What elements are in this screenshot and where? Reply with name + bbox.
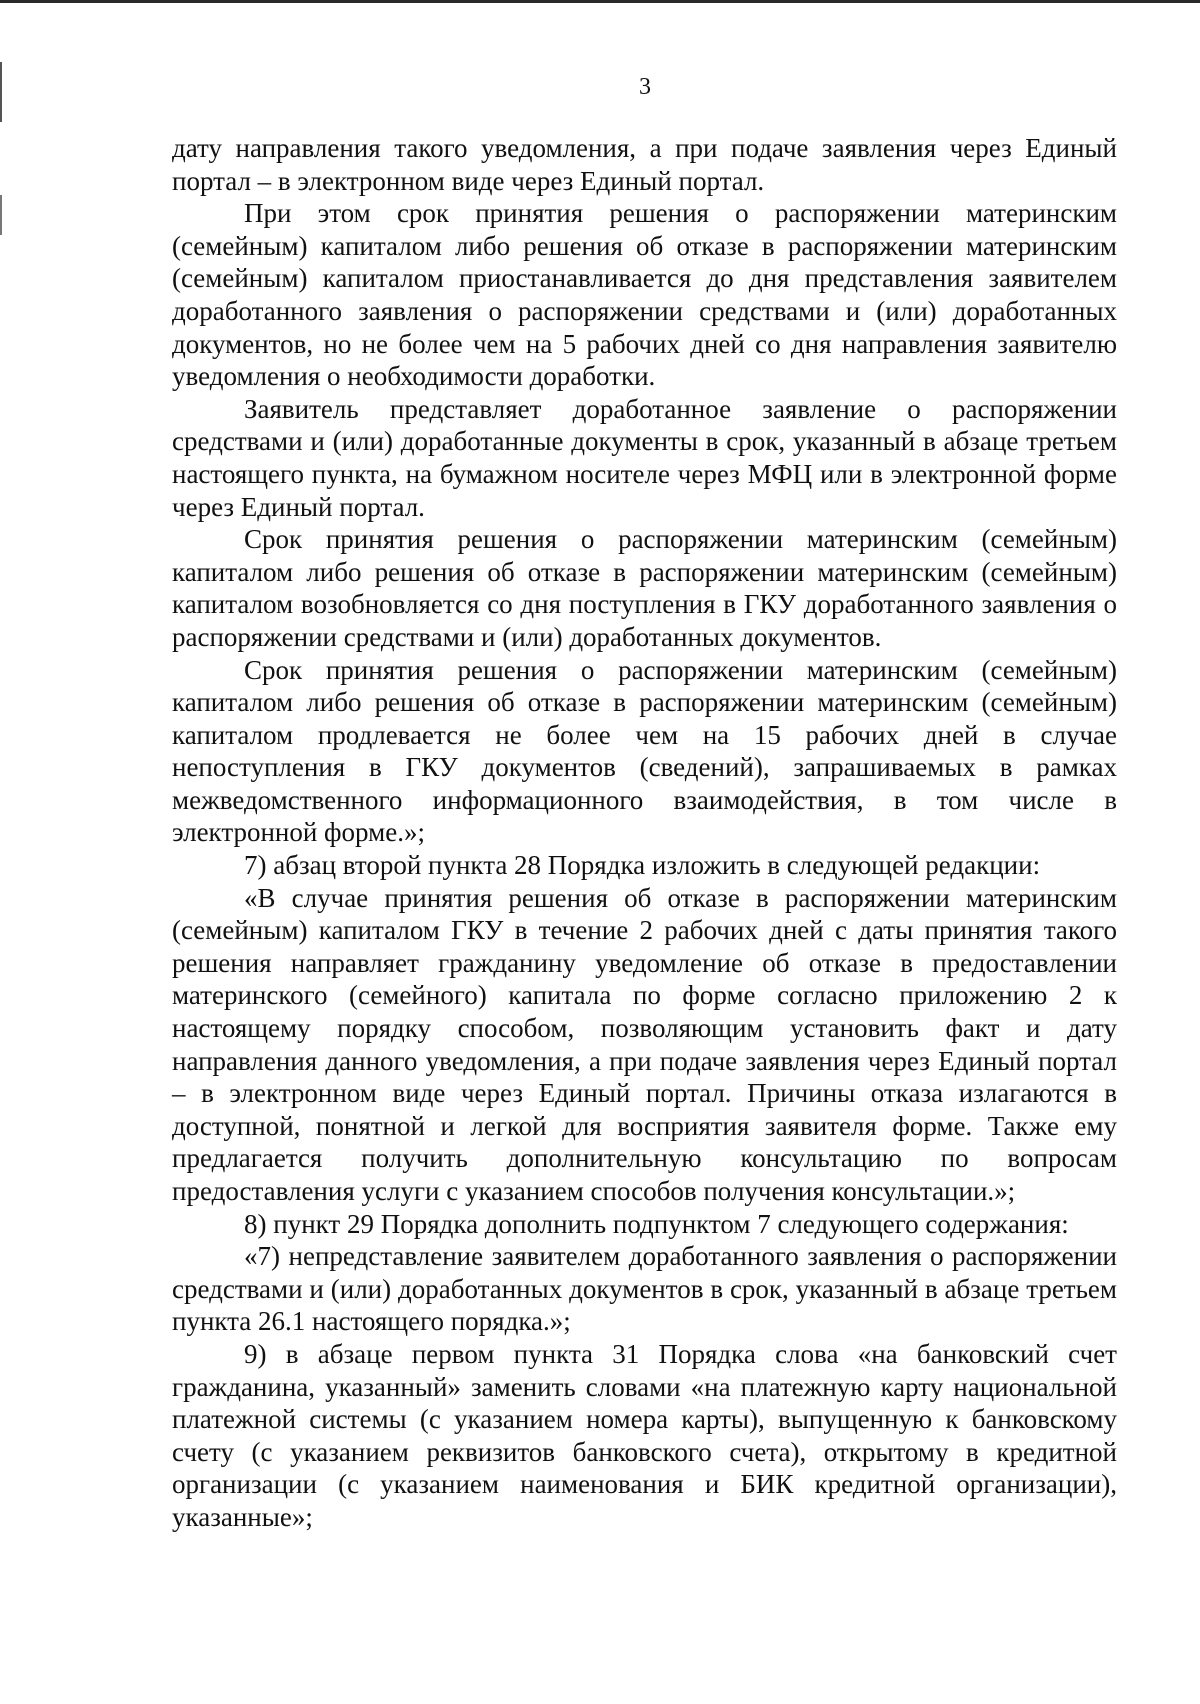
- scan-mark: [0, 195, 2, 235]
- page-number: 3: [639, 74, 651, 100]
- scan-border-top: [0, 0, 1200, 3]
- document-body: [172, 132, 1117, 1534]
- paragraph: При этом срок принятия решения о распоряжении материнским (семейным) капиталом либо решения об отказе в распоряжении материнским (семейным) капиталом приостанавливается до дня представления заявителем доработанного заявления о распоряжении средствами и (или) доработанных документов, но не более чем на 5 рабочих дней со дня направления заявителю уведомления о необходимости доработки.: [172, 198, 1117, 392]
- paragraph: «В случае принятия решения об отказе в распоряжении материнским (семейным) капиталом ГКУ в течение 2 рабочих дней с даты принятия такого решения направляет гражданину уведомление об отказе в предоставлении материнского (семейного) капитала по форме согласно приложению 2 к настоящему порядку способом, позволяющим установить факт и дату направления данного уведомления, а при подаче заявления через Единый портал – в электронном виде через Единый портал. Причины отказа излагаются в доступной, понятной и легкой для восприятия заявителя форме. Также ему предлагается получить дополнительную консультацию по вопросам предоставления услуги с указанием способов получения консультации.»;: [172, 882, 1117, 1206]
- paragraph: 8) пункт 29 Порядка дополнить подпунктом 7 следующего содержания:: [244, 1208, 1069, 1239]
- paragraph: Срок принятия решения о распоряжении материнским (семейным) капиталом либо решения об отказе в распоряжении материнским (семейным) капиталом продлевается не более чем на 15 рабочих дней в случае непоступления в ГКУ документов (сведений), запрашиваемых в рамках межведомственного информационного взаимодействия, в том числе в электронной форме.»;: [172, 654, 1117, 848]
- paragraph: 7) абзац второй пункта 28 Порядка изложить в следующей редакции:: [244, 850, 1041, 881]
- paragraph: Срок принятия решения о распоряжении материнским (семейным) капиталом либо решения об отказе в распоряжении материнским (семейным) капиталом возобновляется со дня поступления в ГКУ доработанного заявления о распоряжении средствами и (или) доработанных документов.: [172, 524, 1117, 652]
- paragraph: «7) непредставление заявителем доработанного заявления о распоряжении средствами и (или) доработанных документов в срок, указанный в абзаце третьем пункта 26.1 настоящего порядка.»;: [172, 1241, 1117, 1337]
- paragraph: 9) в абзаце первом пункта 31 Порядка слова «на банковский счет гражданина, указанный» заменить словами «на платежную карту национальной платежной системы (с указанием номера карты), выпущенную к банковскому счету (с указанием реквизитов банковского счета), открытому в кредитной организации (с указанием наименования и БИК кредитной организации), указанные»;: [172, 1338, 1117, 1532]
- paragraph: Заявитель представляет доработанное заявление о распоряжении средствами и (или) доработанные документы в срок, указанный в абзаце третьем настоящего пункта, на бумажном носителе через МФЦ или в электронной форме через Единый портал.: [172, 393, 1117, 522]
- paragraph: дату направления такого уведомления, а при подаче заявления через Единый портал – в электронном виде через Единый портал.: [172, 133, 1117, 196]
